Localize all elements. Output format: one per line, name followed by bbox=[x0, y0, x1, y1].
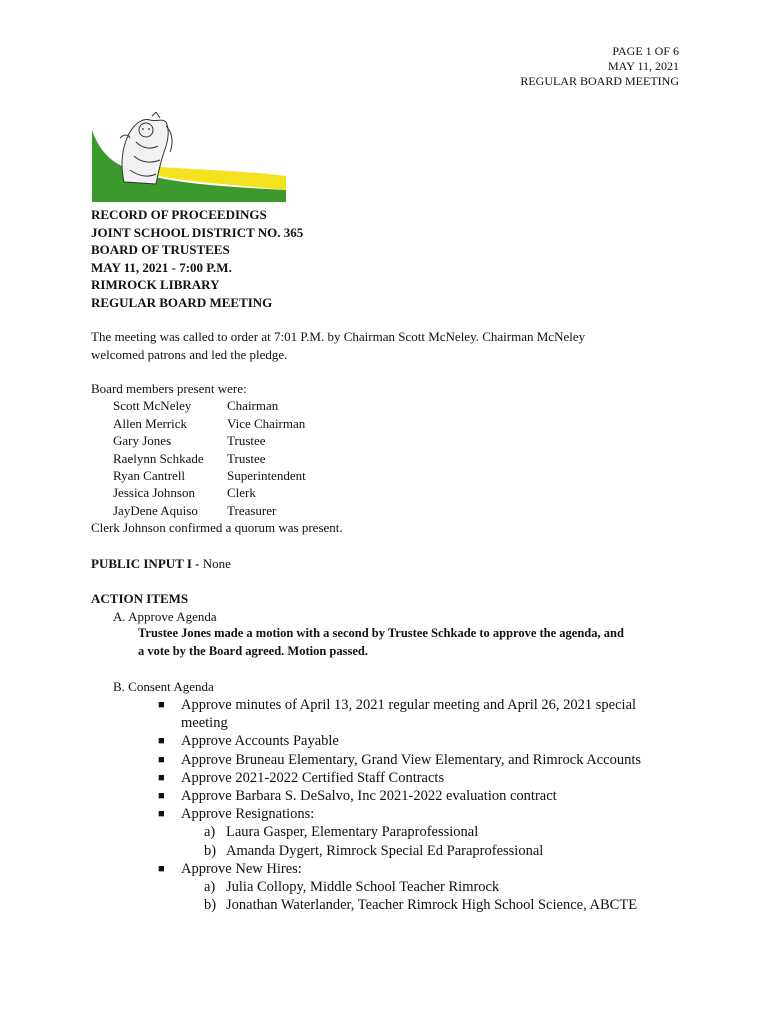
action-items-heading: ACTION ITEMS bbox=[91, 591, 189, 606]
sub-item-text: Jonathan Waterlander, Teacher Rimrock High School Science, ABCTE bbox=[226, 897, 638, 914]
bullet-icon: ■ bbox=[158, 753, 165, 766]
sub-item-letter: a) bbox=[204, 824, 216, 841]
page-number: PAGE 1 OF 6 bbox=[612, 44, 679, 58]
member-name: Ryan Cantrell bbox=[113, 468, 186, 484]
bullet-icon: ■ bbox=[158, 862, 165, 875]
public-input-value: None bbox=[199, 556, 231, 571]
title-line: BOARD OF TRUSTEES bbox=[91, 242, 230, 257]
sub-item-text: Laura Gasper, Elementary Paraprofessional bbox=[226, 824, 479, 841]
member-row bbox=[91, 432, 343, 449]
bullet-icon: ■ bbox=[158, 808, 165, 821]
title-line: MAY 11, 2021 - 7:00 P.M. bbox=[91, 259, 232, 275]
list-item-continuation bbox=[158, 714, 641, 732]
quorum-statement: Clerk Johnson confirmed a quorum was present. bbox=[91, 520, 343, 536]
member-row bbox=[91, 502, 343, 519]
bullet-icon: ■ bbox=[158, 699, 165, 711]
list-item bbox=[158, 787, 641, 805]
header-date: MAY 11, 2021 bbox=[607, 59, 679, 73]
member-role: Trustee bbox=[227, 450, 266, 466]
sub-item-letter: b) bbox=[204, 842, 217, 859]
list-item-text: Approve Resignations: bbox=[181, 806, 315, 823]
member-row bbox=[91, 415, 343, 432]
consent-agenda-list bbox=[158, 696, 641, 914]
sub-item-letter: a) bbox=[204, 879, 216, 896]
member-row bbox=[91, 397, 343, 414]
school-district-logo bbox=[90, 112, 286, 204]
list-item-text: Approve Bruneau Elementary, Grand View Elementary, and Rimrock Accounts bbox=[181, 751, 642, 768]
members-label: Board members present were: bbox=[91, 381, 247, 396]
intro-line: welcomed patrons and led the pledge. bbox=[91, 346, 288, 362]
sub-list-item bbox=[158, 878, 641, 896]
title-line: RIMROCK LIBRARY bbox=[91, 277, 220, 292]
member-role: Clerk bbox=[227, 485, 256, 501]
agenda-motion bbox=[138, 625, 624, 660]
member-name: JayDene Aquiso bbox=[113, 502, 198, 518]
member-row bbox=[91, 467, 343, 484]
intro-paragraph bbox=[91, 328, 585, 363]
public-input-line bbox=[91, 555, 231, 573]
list-item-text: meeting bbox=[181, 715, 228, 732]
sub-list-item bbox=[158, 896, 641, 914]
sub-item-text: Amanda Dygert, Rimrock Special Ed Paraprofessional bbox=[226, 842, 544, 859]
sub-list-item bbox=[158, 823, 641, 841]
page-header bbox=[520, 44, 679, 89]
member-role: Chairman bbox=[227, 398, 279, 414]
sub-list-item bbox=[158, 842, 641, 860]
list-item-text: Approve Barbara S. DeSalvo, Inc 2021-2022 evaluation contract bbox=[181, 788, 557, 805]
board-members-section bbox=[91, 380, 343, 537]
member-role: Trustee bbox=[227, 433, 266, 449]
sub-item-text: Julia Collopy, Middle School Teacher Rimrock bbox=[226, 879, 500, 896]
member-row bbox=[91, 450, 343, 467]
bullet-icon: ■ bbox=[158, 735, 165, 748]
title-line: JOINT SCHOOL DISTRICT NO. 365 bbox=[91, 224, 304, 240]
member-name: Scott McNeley bbox=[113, 398, 192, 414]
member-name: Allen Merrick bbox=[113, 415, 188, 431]
list-item bbox=[158, 769, 641, 787]
header-meeting: REGULAR BOARD MEETING bbox=[520, 74, 679, 88]
sub-item-letter: b) bbox=[204, 897, 217, 914]
bullet-icon: ■ bbox=[158, 790, 165, 803]
public-input-label: PUBLIC INPUT I - bbox=[91, 556, 200, 571]
motion-line: Trustee Jones made a motion with a second by Trustee Schkade to approve the agenda, and bbox=[138, 626, 624, 640]
intro-line: The meeting was called to order at 7:01 P.M. by Chairman Scott McNeley. Chairman McNeley bbox=[91, 329, 586, 344]
list-item-text: Approve 2021-2022 Certified Staff Contracts bbox=[181, 769, 445, 786]
list-item-text: Approve minutes of April 13, 2021 regular meeting and April 26, 2021 special bbox=[181, 697, 637, 713]
member-name: Raelynn Schkade bbox=[113, 450, 204, 466]
list-item-text: Approve New Hires: bbox=[181, 860, 302, 877]
title-line: REGULAR BOARD MEETING bbox=[91, 294, 273, 310]
list-item bbox=[158, 696, 641, 714]
member-name: Gary Jones bbox=[113, 433, 172, 449]
member-row bbox=[91, 484, 343, 501]
bullet-icon: ■ bbox=[158, 771, 165, 784]
member-role: Vice Chairman bbox=[227, 415, 306, 431]
title-line: RECORD OF PROCEEDINGS bbox=[91, 207, 267, 222]
list-item-text: Approve Accounts Payable bbox=[181, 733, 339, 750]
list-item bbox=[158, 751, 641, 769]
motion-line: a vote by the Board agreed. Motion passed. bbox=[138, 643, 368, 658]
document-title-block bbox=[91, 206, 303, 311]
list-item bbox=[158, 860, 641, 878]
list-item bbox=[158, 805, 641, 823]
member-role: Superintendent bbox=[227, 468, 306, 484]
member-role: Treasurer bbox=[227, 502, 277, 518]
agenda-item-a: A. Approve Agenda bbox=[113, 609, 217, 624]
agenda-item-b: B. Consent Agenda bbox=[113, 679, 214, 694]
member-name: Jessica Johnson bbox=[113, 485, 195, 501]
list-item bbox=[158, 732, 641, 750]
